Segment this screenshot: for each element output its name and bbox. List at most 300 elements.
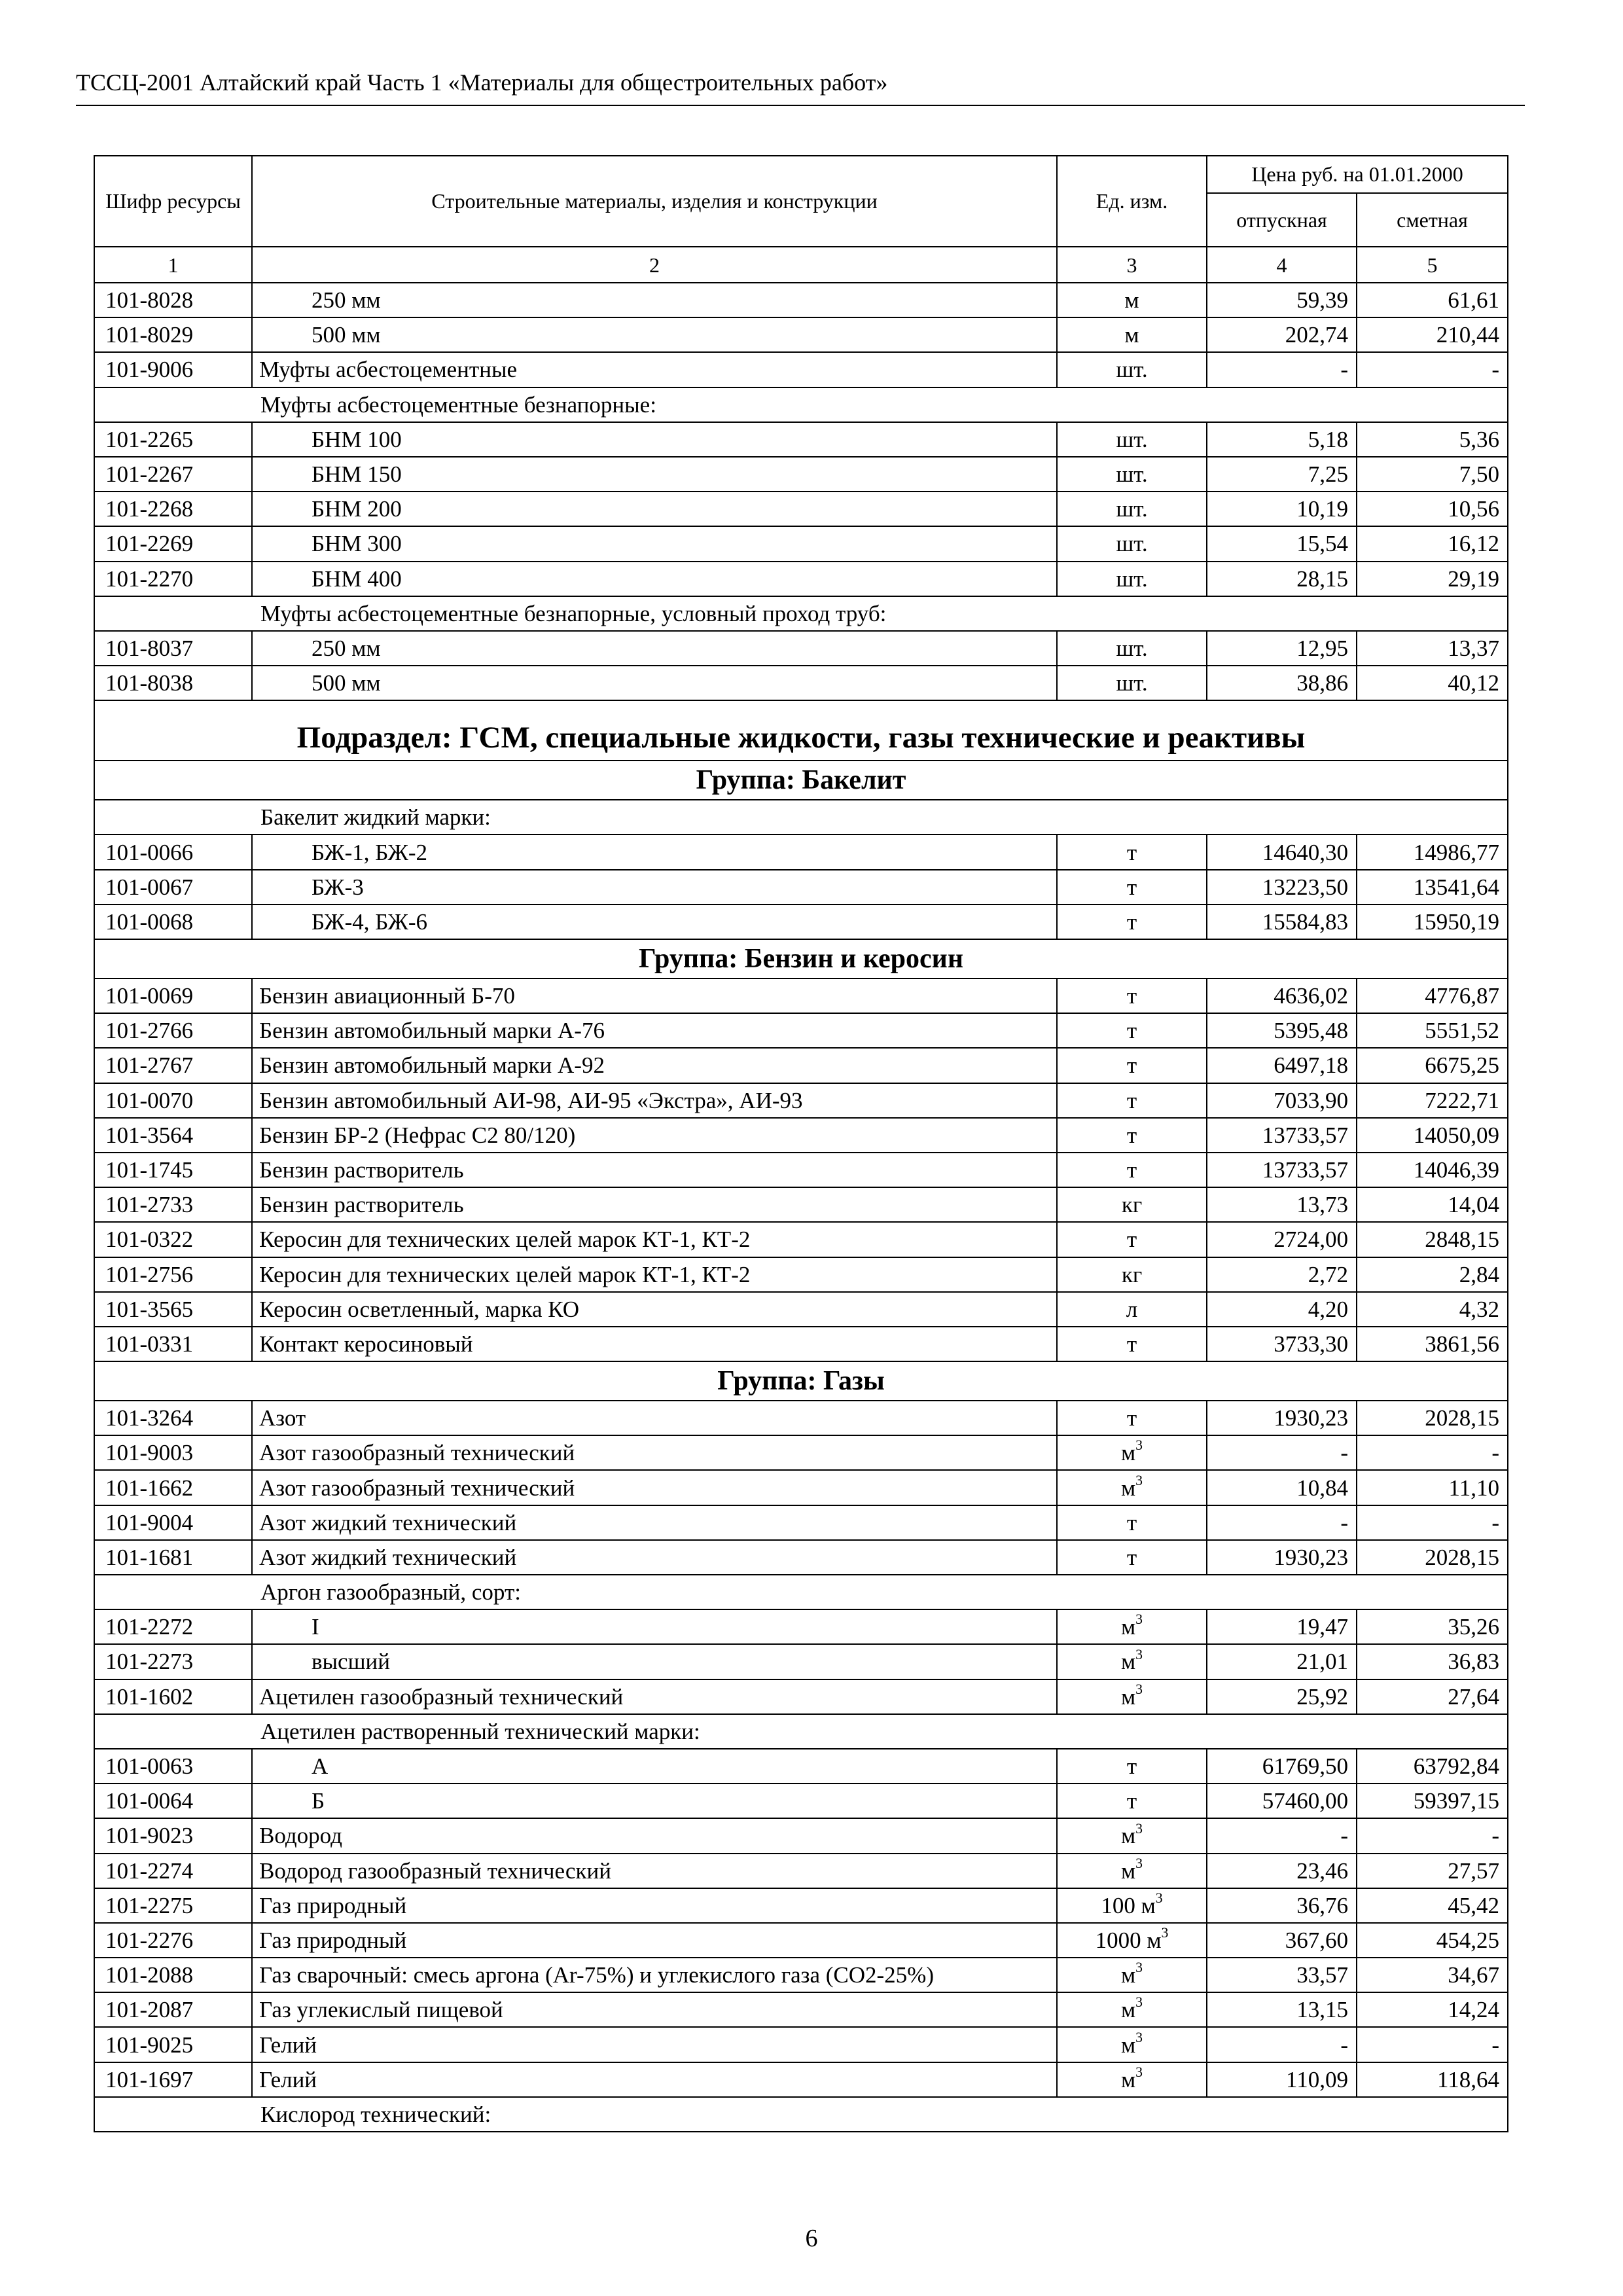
unit-cell bbox=[1057, 1644, 1207, 1679]
unit-cell bbox=[1057, 905, 1207, 939]
price-release: 13733,57 bbox=[1207, 1118, 1357, 1153]
unit-cell bbox=[1057, 1818, 1207, 1853]
table-row bbox=[94, 422, 1508, 457]
resource-code: 101-2756 bbox=[94, 1257, 252, 1292]
category-label: Муфты асбестоцементные безнапорные, условный проход труб: bbox=[94, 596, 1508, 631]
resource-code: 101-2088 bbox=[94, 1958, 252, 1992]
price-release: 28,15 bbox=[1207, 562, 1357, 596]
resource-code: 101-8028 bbox=[94, 283, 252, 317]
price-estimate: 61,61 bbox=[1357, 283, 1508, 317]
category-label: Муфты асбестоцементные безнапорные: bbox=[94, 387, 1508, 422]
price-estimate: 13,37 bbox=[1357, 631, 1508, 666]
unit-text: т bbox=[1126, 1544, 1137, 1570]
table-row bbox=[94, 905, 1508, 939]
unit-text: т bbox=[1126, 1018, 1137, 1044]
table-row bbox=[94, 1153, 1508, 1187]
subsection-title: Подраздел: ГСМ, специальные жидкости, газы технические и реактивы bbox=[94, 700, 1508, 761]
price-release: 13,15 bbox=[1207, 1992, 1357, 2027]
column-number: 2 bbox=[252, 247, 1057, 283]
price-release: 367,60 bbox=[1207, 1923, 1357, 1958]
price-estimate: 29,19 bbox=[1357, 562, 1508, 596]
unit-cell bbox=[1057, 422, 1207, 457]
category-label-row bbox=[94, 596, 1508, 631]
price-estimate: 7,50 bbox=[1357, 457, 1508, 492]
material-name: БЖ-3 bbox=[252, 870, 1057, 905]
price-estimate: 2848,15 bbox=[1357, 1222, 1508, 1257]
resource-code: 101-0067 bbox=[94, 870, 252, 905]
unit-text: м bbox=[1121, 1683, 1136, 1710]
resource-code: 101-8037 bbox=[94, 631, 252, 666]
table-row bbox=[94, 2062, 1508, 2097]
resource-code: 101-2275 bbox=[94, 1888, 252, 1923]
table-body bbox=[94, 283, 1508, 2132]
price-table bbox=[94, 155, 1508, 2132]
unit-cell bbox=[1057, 1992, 1207, 2027]
category-label-row bbox=[94, 800, 1508, 834]
resource-code: 101-1745 bbox=[94, 1153, 252, 1187]
price-estimate: 14046,39 bbox=[1357, 1153, 1508, 1187]
unit-cell bbox=[1057, 1958, 1207, 1992]
unit-cell bbox=[1057, 1854, 1207, 1888]
resource-code: 101-3264 bbox=[94, 1401, 252, 1435]
unit-cell bbox=[1057, 1435, 1207, 1470]
unit-cell bbox=[1057, 1083, 1207, 1118]
unit-text: шт. bbox=[1116, 357, 1148, 383]
resource-code: 101-0069 bbox=[94, 978, 252, 1013]
unit-cell bbox=[1057, 1292, 1207, 1327]
resource-code: 101-2267 bbox=[94, 457, 252, 492]
material-name: БНМ 100 bbox=[252, 422, 1057, 457]
unit-exponent: 3 bbox=[1135, 1820, 1143, 1837]
group-row bbox=[94, 761, 1508, 800]
price-release: 15,54 bbox=[1207, 526, 1357, 561]
unit-text: т bbox=[1126, 1227, 1137, 1253]
table-row bbox=[94, 1854, 1508, 1888]
unit-cell bbox=[1057, 1749, 1207, 1784]
resource-code: 101-1662 bbox=[94, 1470, 252, 1505]
resource-code: 101-2272 bbox=[94, 1609, 252, 1644]
price-estimate: 11,10 bbox=[1357, 1470, 1508, 1505]
price-release: 61769,50 bbox=[1207, 1749, 1357, 1784]
table-row bbox=[94, 1013, 1508, 1048]
price-estimate: 35,26 bbox=[1357, 1609, 1508, 1644]
unit-cell bbox=[1057, 2062, 1207, 2097]
material-name: Бензин БР-2 (Нефрас С2 80/120) bbox=[252, 1118, 1057, 1153]
group-row bbox=[94, 939, 1508, 978]
price-estimate: 2028,15 bbox=[1357, 1401, 1508, 1435]
price-release: - bbox=[1207, 2027, 1357, 2062]
unit-cell bbox=[1057, 1679, 1207, 1714]
price-release: 13223,50 bbox=[1207, 870, 1357, 905]
column-number: 4 bbox=[1207, 247, 1357, 283]
table-row bbox=[94, 834, 1508, 869]
table-row bbox=[94, 1470, 1508, 1505]
table-row bbox=[94, 1083, 1508, 1118]
resource-code: 101-3565 bbox=[94, 1292, 252, 1327]
price-estimate: 2028,15 bbox=[1357, 1540, 1508, 1575]
table-row bbox=[94, 978, 1508, 1013]
price-estimate: 2,84 bbox=[1357, 1257, 1508, 1292]
price-estimate: 36,83 bbox=[1357, 1644, 1508, 1679]
price-estimate: - bbox=[1357, 352, 1508, 387]
table-row bbox=[94, 1505, 1508, 1540]
unit-text: шт. bbox=[1116, 635, 1148, 661]
table-row bbox=[94, 666, 1508, 700]
price-estimate: 40,12 bbox=[1357, 666, 1508, 700]
category-label-row bbox=[94, 1575, 1508, 1609]
resource-code: 101-9003 bbox=[94, 1435, 252, 1470]
header-price-release: отпускная bbox=[1207, 193, 1357, 247]
price-estimate: 4776,87 bbox=[1357, 978, 1508, 1013]
resource-code: 101-2087 bbox=[94, 1992, 252, 2027]
price-estimate: 27,57 bbox=[1357, 1854, 1508, 1888]
running-header: ТССЦ-2001 Алтайский край Часть 1 «Материалы для общестроительных работ» bbox=[76, 69, 888, 96]
price-release: 7,25 bbox=[1207, 457, 1357, 492]
price-release: 3733,30 bbox=[1207, 1327, 1357, 1361]
unit-text: м bbox=[1124, 287, 1139, 314]
unit-cell bbox=[1057, 283, 1207, 317]
resource-code: 101-2273 bbox=[94, 1644, 252, 1679]
price-estimate: 15950,19 bbox=[1357, 905, 1508, 939]
price-release: 6497,18 bbox=[1207, 1048, 1357, 1083]
price-release: 14640,30 bbox=[1207, 834, 1357, 869]
price-estimate: 5,36 bbox=[1357, 422, 1508, 457]
unit-cell bbox=[1057, 1784, 1207, 1818]
price-release: 10,19 bbox=[1207, 492, 1357, 526]
unit-cell bbox=[1057, 1153, 1207, 1187]
price-release: 23,46 bbox=[1207, 1854, 1357, 1888]
resource-code: 101-0064 bbox=[94, 1784, 252, 1818]
resource-code: 101-2767 bbox=[94, 1048, 252, 1083]
table-row bbox=[94, 526, 1508, 561]
unit-cell bbox=[1057, 526, 1207, 561]
table-row bbox=[94, 1187, 1508, 1222]
price-estimate: 454,25 bbox=[1357, 1923, 1508, 1958]
category-label: Ацетилен растворенный технический марки: bbox=[94, 1714, 1508, 1749]
price-estimate: 14986,77 bbox=[1357, 834, 1508, 869]
unit-cell bbox=[1057, 317, 1207, 352]
price-release: 38,86 bbox=[1207, 666, 1357, 700]
table-row bbox=[94, 1749, 1508, 1784]
header-unit: Ед. изм. bbox=[1057, 156, 1207, 247]
price-release: 12,95 bbox=[1207, 631, 1357, 666]
unit-text: т bbox=[1126, 1509, 1137, 1535]
unit-cell bbox=[1057, 1187, 1207, 1222]
price-estimate: 13541,64 bbox=[1357, 870, 1508, 905]
material-name: Гелий bbox=[252, 2062, 1057, 2097]
unit-text: м bbox=[1121, 2032, 1136, 2058]
table-row bbox=[94, 1923, 1508, 1958]
column-number: 3 bbox=[1057, 247, 1207, 283]
unit-cell bbox=[1057, 457, 1207, 492]
table-row bbox=[94, 317, 1508, 352]
material-name: БНМ 300 bbox=[252, 526, 1057, 561]
table-row bbox=[94, 631, 1508, 666]
unit-text: т bbox=[1126, 1122, 1137, 1148]
page-number: 6 bbox=[805, 2225, 818, 2252]
material-name: Газ углекислый пищевой bbox=[252, 1992, 1057, 2027]
material-name: 500 мм bbox=[252, 317, 1057, 352]
category-label-row bbox=[94, 387, 1508, 422]
price-release: 110,09 bbox=[1207, 2062, 1357, 2097]
material-name: Гелий bbox=[252, 2027, 1057, 2062]
price-estimate: 7222,71 bbox=[1357, 1083, 1508, 1118]
table-row bbox=[94, 1327, 1508, 1361]
resource-code: 101-1681 bbox=[94, 1540, 252, 1575]
table-row bbox=[94, 352, 1508, 387]
price-estimate: 10,56 bbox=[1357, 492, 1508, 526]
table-row bbox=[94, 1222, 1508, 1257]
unit-cell bbox=[1057, 666, 1207, 700]
material-name: БЖ-1, БЖ-2 bbox=[252, 834, 1057, 869]
resource-code: 101-2766 bbox=[94, 1013, 252, 1048]
unit-text: т bbox=[1126, 839, 1137, 865]
subsection-row bbox=[94, 700, 1508, 761]
price-release: 7033,90 bbox=[1207, 1083, 1357, 1118]
material-name: Керосин для технических целей марок КТ-1, КТ-2 bbox=[252, 1257, 1057, 1292]
unit-text: м bbox=[1121, 1997, 1136, 2023]
material-name: 250 мм bbox=[252, 283, 1057, 317]
price-release: 36,76 bbox=[1207, 1888, 1357, 1923]
unit-exponent: 3 bbox=[1135, 1681, 1143, 1697]
unit-cell bbox=[1057, 834, 1207, 869]
unit-text: т bbox=[1126, 1405, 1137, 1431]
unit-cell bbox=[1057, 631, 1207, 666]
price-release: 1930,23 bbox=[1207, 1401, 1357, 1435]
material-name: 250 мм bbox=[252, 631, 1057, 666]
material-name: БНМ 400 bbox=[252, 562, 1057, 596]
material-name: Керосин для технических целей марок КТ-1, КТ-2 bbox=[252, 1222, 1057, 1257]
price-estimate: 210,44 bbox=[1357, 317, 1508, 352]
unit-cell bbox=[1057, 562, 1207, 596]
resource-code: 101-2276 bbox=[94, 1923, 252, 1958]
resource-code: 101-1602 bbox=[94, 1679, 252, 1714]
category-label: Бакелит жидкий марки: bbox=[94, 800, 1508, 834]
column-number-row bbox=[94, 247, 1508, 283]
unit-cell bbox=[1057, 492, 1207, 526]
unit-cell bbox=[1057, 2027, 1207, 2062]
price-release: 2724,00 bbox=[1207, 1222, 1357, 1257]
unit-text: 1000 м bbox=[1095, 1927, 1162, 1953]
unit-text: т bbox=[1126, 908, 1137, 935]
unit-text: т bbox=[1126, 1157, 1137, 1183]
table-row bbox=[94, 2027, 1508, 2062]
price-estimate: - bbox=[1357, 1818, 1508, 1853]
material-name: Бензин растворитель bbox=[252, 1187, 1057, 1222]
price-estimate: 27,64 bbox=[1357, 1679, 1508, 1714]
unit-text: т bbox=[1126, 983, 1137, 1009]
unit-cell bbox=[1057, 1401, 1207, 1435]
material-name: Ацетилен газообразный технический bbox=[252, 1679, 1057, 1714]
unit-text: 100 м bbox=[1101, 1892, 1156, 1918]
table-row bbox=[94, 1784, 1508, 1818]
resource-code: 101-0068 bbox=[94, 905, 252, 939]
resource-code: 101-0322 bbox=[94, 1222, 252, 1257]
price-release: - bbox=[1207, 1505, 1357, 1540]
price-estimate: - bbox=[1357, 2027, 1508, 2062]
group-title: Группа: Газы bbox=[94, 1361, 1508, 1401]
resource-code: 101-3564 bbox=[94, 1118, 252, 1153]
unit-cell bbox=[1057, 1048, 1207, 1083]
resource-code: 101-2270 bbox=[94, 562, 252, 596]
unit-text: м bbox=[1121, 1823, 1136, 1849]
header-code: Шифр ресурсы bbox=[94, 156, 252, 247]
unit-text: м bbox=[1121, 1962, 1136, 1988]
unit-exponent: 3 bbox=[1135, 1960, 1143, 1976]
price-estimate: 4,32 bbox=[1357, 1292, 1508, 1327]
material-name: Азот газообразный технический bbox=[252, 1470, 1057, 1505]
category-label: Кислород технический: bbox=[94, 2097, 1508, 2132]
resource-code: 101-2265 bbox=[94, 422, 252, 457]
resource-code: 101-2733 bbox=[94, 1187, 252, 1222]
material-name: Газ природный bbox=[252, 1923, 1057, 1958]
material-name: Азот bbox=[252, 1401, 1057, 1435]
price-release: 13,73 bbox=[1207, 1187, 1357, 1222]
unit-cell bbox=[1057, 1470, 1207, 1505]
unit-exponent: 3 bbox=[1135, 1646, 1143, 1662]
price-estimate: 5551,52 bbox=[1357, 1013, 1508, 1048]
unit-text: шт. bbox=[1116, 461, 1148, 488]
unit-text: т bbox=[1126, 1087, 1137, 1113]
price-estimate: 63792,84 bbox=[1357, 1749, 1508, 1784]
unit-text: м bbox=[1121, 1614, 1136, 1640]
table-row bbox=[94, 562, 1508, 596]
price-release: 25,92 bbox=[1207, 1679, 1357, 1714]
resource-code: 101-9006 bbox=[94, 352, 252, 387]
price-estimate: 16,12 bbox=[1357, 526, 1508, 561]
unit-text: м bbox=[1121, 2066, 1136, 2092]
material-name: Газ природный bbox=[252, 1888, 1057, 1923]
resource-code: 101-0066 bbox=[94, 834, 252, 869]
header-price: Цена руб. на 01.01.2000 bbox=[1207, 156, 1508, 193]
unit-text: шт. bbox=[1116, 496, 1148, 522]
table-row bbox=[94, 1048, 1508, 1083]
material-name: Б bbox=[252, 1784, 1057, 1818]
group-title: Группа: Бакелит bbox=[94, 761, 1508, 800]
price-release: 4636,02 bbox=[1207, 978, 1357, 1013]
table-header-row bbox=[94, 156, 1508, 193]
category-label: Аргон газообразный, сорт: bbox=[94, 1575, 1508, 1609]
price-release: 4,20 bbox=[1207, 1292, 1357, 1327]
resource-code: 101-2268 bbox=[94, 492, 252, 526]
price-release: 21,01 bbox=[1207, 1644, 1357, 1679]
material-name: Бензин автомобильный АИ-98, АИ-95 «Экстра», АИ-93 bbox=[252, 1083, 1057, 1118]
group-row bbox=[94, 1361, 1508, 1401]
unit-text: шт. bbox=[1116, 670, 1148, 696]
material-name: Бензин автомобильный марки А-76 bbox=[252, 1013, 1057, 1048]
price-release: 5,18 bbox=[1207, 422, 1357, 457]
unit-text: т bbox=[1126, 1052, 1137, 1079]
material-name: Муфты асбестоцементные bbox=[252, 352, 1057, 387]
price-release: 15584,83 bbox=[1207, 905, 1357, 939]
unit-text: л bbox=[1126, 1296, 1138, 1322]
unit-cell bbox=[1057, 1013, 1207, 1048]
resource-code: 101-2269 bbox=[94, 526, 252, 561]
price-release: 1930,23 bbox=[1207, 1540, 1357, 1575]
material-name: I bbox=[252, 1609, 1057, 1644]
table-row bbox=[94, 1644, 1508, 1679]
table-row bbox=[94, 870, 1508, 905]
table-row bbox=[94, 283, 1508, 317]
unit-text: шт. bbox=[1116, 531, 1148, 557]
unit-cell bbox=[1057, 1505, 1207, 1540]
material-name: Азот газообразный технический bbox=[252, 1435, 1057, 1470]
unit-text: кг bbox=[1121, 1261, 1143, 1287]
resource-code: 101-9004 bbox=[94, 1505, 252, 1540]
unit-cell bbox=[1057, 1888, 1207, 1923]
unit-exponent: 3 bbox=[1135, 1611, 1143, 1628]
table-row bbox=[94, 1992, 1508, 2027]
material-name: Контакт керосиновый bbox=[252, 1327, 1057, 1361]
material-name: 500 мм bbox=[252, 666, 1057, 700]
unit-text: м bbox=[1121, 1857, 1136, 1884]
category-label-row bbox=[94, 1714, 1508, 1749]
price-estimate: - bbox=[1357, 1505, 1508, 1540]
unit-text: т bbox=[1126, 1753, 1137, 1780]
header-name: Строительные материалы, изделия и конструкции bbox=[252, 156, 1057, 247]
price-release: 10,84 bbox=[1207, 1470, 1357, 1505]
unit-cell bbox=[1057, 1609, 1207, 1644]
material-name: Керосин осветленный, марка КО bbox=[252, 1292, 1057, 1327]
unit-exponent: 3 bbox=[1155, 1890, 1163, 1906]
unit-cell bbox=[1057, 978, 1207, 1013]
material-name: Азот жидкий технический bbox=[252, 1540, 1057, 1575]
price-estimate: 14,04 bbox=[1357, 1187, 1508, 1222]
price-estimate: 59397,15 bbox=[1357, 1784, 1508, 1818]
table-row bbox=[94, 1257, 1508, 1292]
price-estimate: 3861,56 bbox=[1357, 1327, 1508, 1361]
unit-exponent: 3 bbox=[1135, 2029, 1143, 2045]
table-row bbox=[94, 1818, 1508, 1853]
material-name: БНМ 150 bbox=[252, 457, 1057, 492]
resource-code: 101-9023 bbox=[94, 1818, 252, 1853]
unit-cell bbox=[1057, 1257, 1207, 1292]
price-estimate: 118,64 bbox=[1357, 2062, 1508, 2097]
price-estimate: 14050,09 bbox=[1357, 1118, 1508, 1153]
resource-code: 101-1697 bbox=[94, 2062, 252, 2097]
table-row bbox=[94, 1609, 1508, 1644]
material-name: А bbox=[252, 1749, 1057, 1784]
unit-text: кг bbox=[1121, 1192, 1143, 1218]
resource-code: 101-9025 bbox=[94, 2027, 252, 2062]
table-row bbox=[94, 1679, 1508, 1714]
price-release: 33,57 bbox=[1207, 1958, 1357, 1992]
table-row bbox=[94, 1435, 1508, 1470]
price-release: 57460,00 bbox=[1207, 1784, 1357, 1818]
unit-exponent: 3 bbox=[1135, 1472, 1143, 1488]
table-row bbox=[94, 457, 1508, 492]
unit-cell bbox=[1057, 1327, 1207, 1361]
table-row bbox=[94, 1540, 1508, 1575]
unit-cell bbox=[1057, 352, 1207, 387]
resource-code: 101-0331 bbox=[94, 1327, 252, 1361]
material-name: Водород bbox=[252, 1818, 1057, 1853]
price-estimate: 45,42 bbox=[1357, 1888, 1508, 1923]
unit-exponent: 3 bbox=[1135, 2064, 1143, 2080]
table-row bbox=[94, 492, 1508, 526]
unit-text: т bbox=[1126, 874, 1137, 900]
unit-cell bbox=[1057, 1222, 1207, 1257]
table-row bbox=[94, 1401, 1508, 1435]
unit-exponent: 3 bbox=[1135, 1994, 1143, 2011]
price-release: 13733,57 bbox=[1207, 1153, 1357, 1187]
material-name: Бензин автомобильный марки А-92 bbox=[252, 1048, 1057, 1083]
column-number: 5 bbox=[1357, 247, 1508, 283]
unit-text: т bbox=[1126, 1788, 1137, 1814]
resource-code: 101-0063 bbox=[94, 1749, 252, 1784]
price-release: 2,72 bbox=[1207, 1257, 1357, 1292]
group-title: Группа: Бензин и керосин bbox=[94, 939, 1508, 978]
